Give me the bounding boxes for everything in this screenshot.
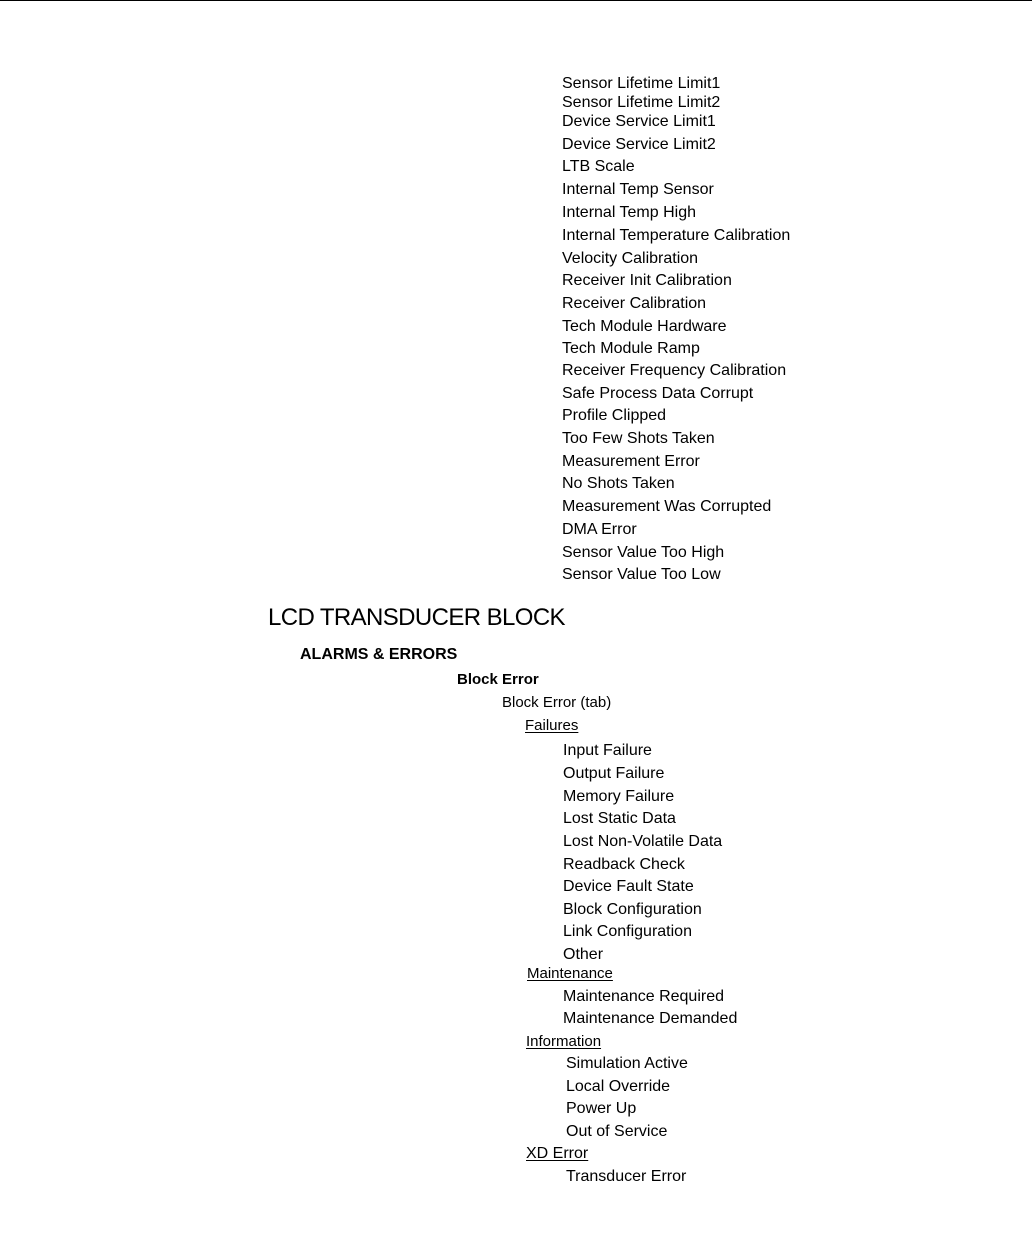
list-item: Other [563,946,604,963]
list-item: Readback Check [563,856,685,873]
page-top-rule [0,0,1032,1]
list-item: Measurement Error [562,453,700,470]
list-item: LTB Scale [562,158,635,175]
list-item: Maintenance Demanded [563,1010,738,1027]
list-item: Simulation Active [566,1055,688,1072]
section-subtitle: ALARMS & ERRORS [300,646,458,663]
list-item: Receiver Init Calibration [562,272,732,289]
block-error-tab-heading: Block Error (tab) [502,694,612,711]
information-heading: Information [526,1033,602,1050]
list-item: Lost Static Data [563,810,676,827]
list-item: Input Failure [563,742,652,759]
maintenance-heading: Maintenance [527,965,613,982]
list-item: Out of Service [566,1123,668,1140]
list-item: Transducer Error [566,1168,687,1185]
list-item: Output Failure [563,765,665,782]
list-item: Receiver Calibration [562,295,707,312]
list-item: Device Fault State [563,878,694,895]
list-item: Link Configuration [563,923,692,940]
list-item: Too Few Shots Taken [562,430,715,447]
list-item: Memory Failure [563,788,675,805]
list-item: Measurement Was Corrupted [562,498,772,515]
list-item: No Shots Taken [562,475,675,492]
section-title: LCD TRANSDUCER BLOCK [268,604,565,631]
list-item: Profile Clipped [562,407,667,424]
failures-heading: Failures [525,717,579,734]
list-item: Maintenance Required [563,988,724,1005]
list-item: Local Override [566,1078,671,1095]
list-item: Safe Process Data Corrupt [562,385,754,402]
list-item: Power Up [566,1100,637,1117]
list-item: Device Service Limit1 [562,113,716,130]
list-item: Sensor Value Too High [562,544,725,561]
list-item: Sensor Lifetime Limit2 [562,94,721,111]
list-item: Block Configuration [563,901,702,918]
list-item: Sensor Value Too Low [562,566,721,583]
list-item: Tech Module Hardware [562,318,727,335]
list-item: Tech Module Ramp [562,340,700,357]
list-item: DMA Error [562,521,637,538]
list-item: Lost Non-Volatile Data [563,833,723,850]
list-item: Velocity Calibration [562,250,699,267]
list-item: Receiver Frequency Calibration [562,362,787,379]
list-item: Device Service Limit2 [562,136,716,153]
list-item: Internal Temperature Calibration [562,227,791,244]
list-item: Internal Temp Sensor [562,181,714,198]
list-item: Sensor Lifetime Limit1 [562,75,721,92]
list-item: Internal Temp High [562,204,696,221]
block-error-heading: Block Error [457,671,539,688]
xd-error-heading: XD Error [526,1145,589,1162]
